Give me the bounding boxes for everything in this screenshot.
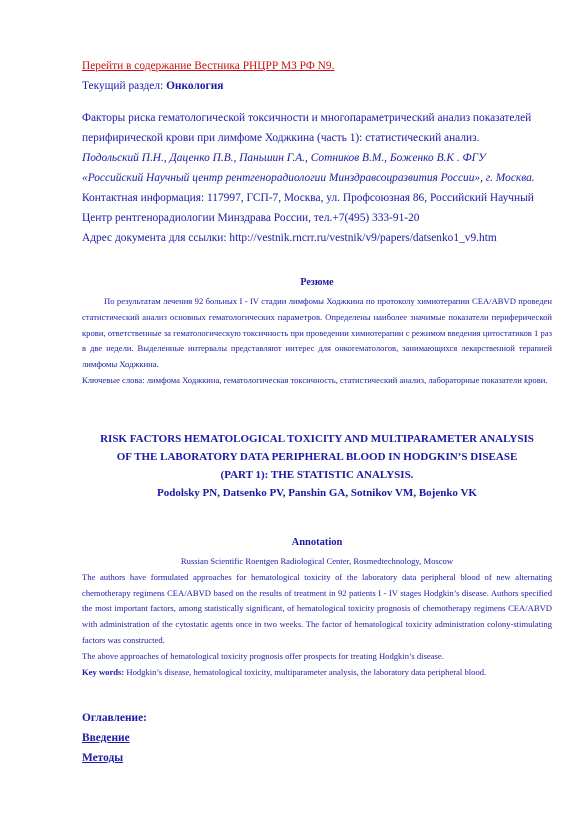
annotation-heading: Annotation [291, 537, 343, 548]
summary-ru-paragraph: По результатам лечения 92 больных I - IV стадии лимфомы Ходжкина по протоколу химиотерапии CEA/ABVD проведен статистический анализ основных гематологических параметров. Определены наиболее значимые показатели периферической крови, ответственные за гематологическую токсичность при проведении химиотерапии с режимом введения цитостатиков 1 раз в две недели. Выделенные интервалы представляют интерес для онкогематологов, занимающихся лекарственной терапией лимфомы Ходжкина. [82, 296, 552, 370]
authors-ru-2: «Российский Научный центр рентгенорадиологии Минздравсоцразвития России», г. Москва. [82, 172, 535, 184]
annotation-paragraph: The authors have formulated approaches for hematological toxicity of the laboratory data peripheral blood of new alternating chemotherapy regimens CEA/ABVD based on the results of treatment in 92 patients I - IV stages Hodgkin’s disease. Authors specified the most important factors, among statistically significant, of hematological toxicity prognosis of chemotherapy regimens CEA/ABVD with administration of the cytostatic agents once in two weeks. The factor of hematological toxicity administration colony-stimulating factors was constructed. [82, 571, 552, 645]
annotation-body [82, 570, 552, 681]
section-label: Текущий раздел: [82, 80, 167, 92]
authors-ru-1: Подольский П.Н., Даценко П.В., Паньшин Г.А., Сотников В.М., Боженко В.К . ФГУ [82, 152, 486, 164]
table-of-contents [82, 708, 552, 768]
english-title-block [82, 430, 552, 502]
english-authors: Podolsky PN, Datsenko PV, Panshin GA, Sotnikov VM, Bojenko VK [157, 487, 477, 499]
section-name: Онкология [166, 80, 224, 92]
english-title-3: (PART 1): THE STATISTIC ANALYSIS. [220, 469, 414, 481]
document-address: Адрес документа для ссылки: http://vestnik.rncrr.ru/vestnik/v9/papers/datsenko1_v9.htm [82, 232, 497, 244]
summary-ru-body [82, 294, 552, 389]
keywords-en-text: Hodgkin’s disease, hematological toxicity, multiparameter analysis, the laboratory data peripheral blood. [124, 666, 487, 677]
article-title-ru-1: Факторы риска гематологической токсичности и многопараметрический анализ показателей [82, 112, 532, 124]
affiliation: Russian Scientific Roentgen Radiological Center, Rosmedtechnology, Moscow [180, 556, 454, 566]
summary-ru-heading: Резюме [300, 277, 334, 288]
article-title-ru-2: перифирической крови при лимфоме Ходжкина (часть 1): статистический анализ. [82, 132, 480, 144]
toc-heading: Оглавление: [82, 712, 147, 724]
annotation-paragraph-2: The above approaches of hematological toxicity prognosis offer prospects for treating Hodgkin’s disease. [82, 650, 444, 661]
keywords-en-label: Key words: [82, 666, 125, 677]
summary-ru-section [82, 276, 552, 389]
english-title-2: OF THE LABORATORY DATA PERIPHERAL BLOOD IN HODGKIN’S DISEASE [116, 451, 518, 463]
contact-info-1: Контактная информация: 117997, ГСП-7, Москва, ул. Профсоюзная 86, Российский Научный [82, 192, 534, 204]
back-to-contents-link[interactable]: Перейти в содержание Вестника РНЦРР МЗ РФ N9. [82, 60, 335, 72]
toc-link-methods[interactable]: Методы [82, 752, 124, 764]
article-info [82, 108, 552, 248]
english-title-1: RISK FACTORS HEMATOLOGICAL TOXICITY AND MULTIPARAMETER ANALYSIS [100, 433, 534, 445]
contact-info-2: Центр рентгенорадиологии Минздрава России, тел.+7(495) 333-91-20 [82, 212, 420, 224]
annotation-section [82, 536, 552, 680]
keywords-en [82, 665, 552, 681]
toc-link-introduction[interactable]: Введение [82, 732, 130, 744]
header-block [82, 56, 552, 96]
keywords-ru: Ключевые слова: лимфома Ходжкина, гематологическая токсичность, статистический анализ, лабораторные показатели крови. [82, 374, 548, 385]
